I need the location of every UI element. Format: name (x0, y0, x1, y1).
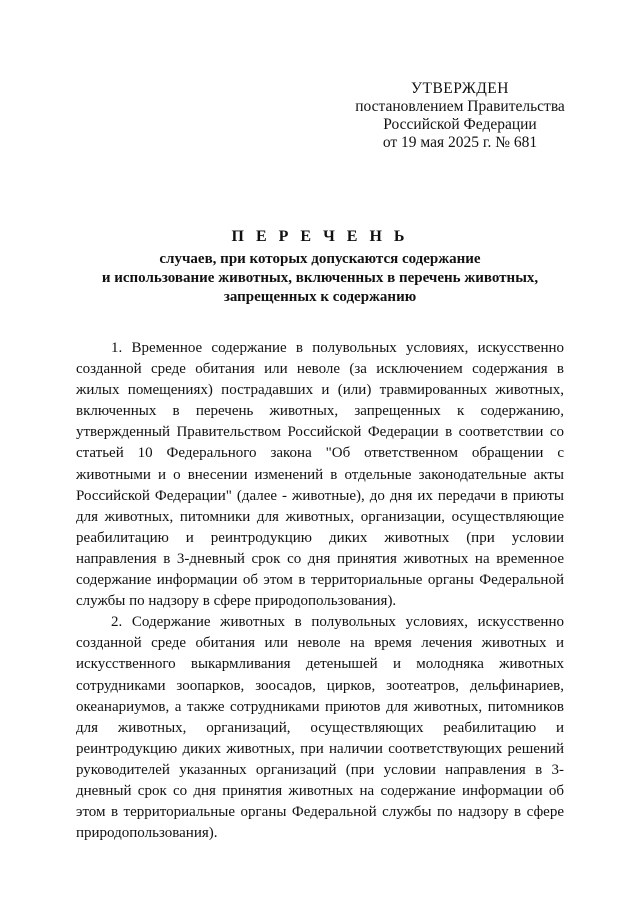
document-title: П Е Р Е Ч Е Н Ь (231, 228, 409, 245)
approval-line-decree: постановлением Правительства (355, 98, 565, 115)
approval-line-government: Российской Федерации (383, 116, 537, 133)
subtitle-line-3: запрещенных к содержанию (223, 289, 417, 305)
document-subtitle (60, 250, 580, 307)
approval-line-date-number: от 19 мая 2025 г. № 681 (382, 134, 538, 151)
paragraph-1: 1. Временное содержание в полувольных условиях, искусственно созданной среде обитания или неволе (за исключением содержания в жилых помещениях) пострадавших и (или) травмированных животных, включенных в перечень животных, запрещенных к содержанию, утвержденный Правительством Российской Федерации в соответствии со статьей 10 Федерального закона "Об ответственном обращении с животными и о внесении изменений в отдельные законодательные акты Российской Федерации" (далее - животные), до дня их передачи в приюты для животных, питомники для животных, организации, осуществляющие реабилитацию и реинтродукцию диких животных (при условии направления в 3-дневный срок со дня принятия животных на временное содержание информации об этом в территориальные органы Федеральной службы по надзору в сфере природопользования). (76, 340, 564, 610)
subtitle-line-2: и использование животных, включенных в перечень животных, (101, 270, 539, 286)
approval-heading: УТВЕРЖДЕН (411, 80, 509, 97)
paragraph-2: 2. Содержание животных в полувольных условиях, искусственно созданной среде обитания или неволе на время лечения животных и искусственного выкармливания детенышей и молодняка животных сотрудниками зоопарков, зоосадов, цирков, зоотеатров, дельфинариев, океанариумов, а также сотрудниками приютов для животных, питомников для животных, организаций, осуществляющих реабилитацию и реинтродукцию диких животных, при наличии соответствующих решений руководителей указанных организаций (при условии направления в 3-дневный срок со дня принятия животных на содержание информации об этом в территориальные органы Федеральной службы по надзору в сфере природопользования). (76, 614, 564, 842)
subtitle-line-1: случаев, при которых допускаются содержание (159, 251, 481, 267)
approval-block (340, 80, 580, 152)
document-body (76, 338, 564, 844)
